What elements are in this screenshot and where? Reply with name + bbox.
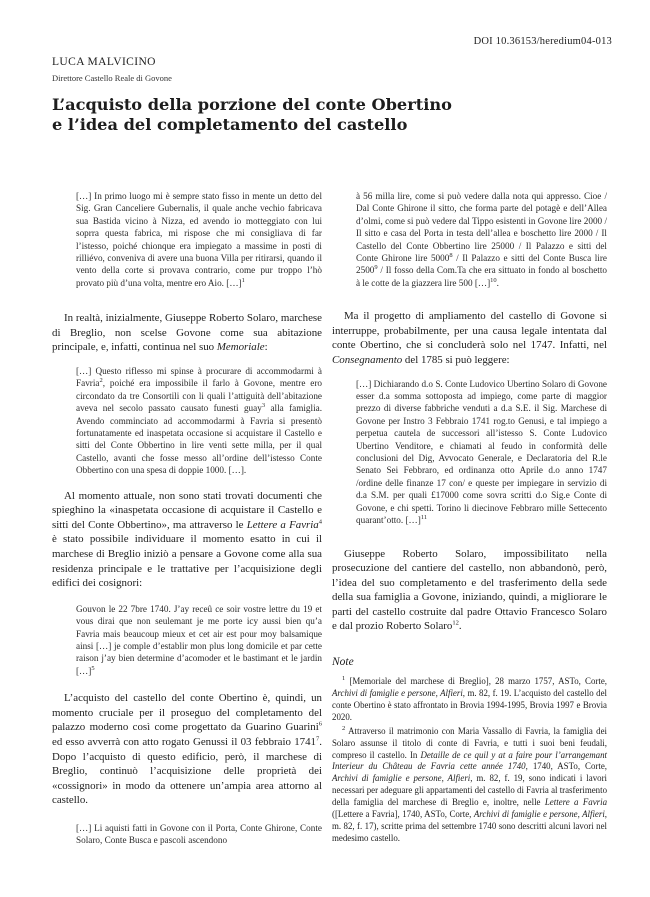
block-quote-6: […] Dichiarando d.o S. Conte Ludovico Ubertino Solaro di Govone esser d.a somma sottoposta ad impiego, come parte di maggior prezzo di diverse fabbriche venduti a d.a S.E. il Sig. Marchese di Govone per Instro 3 Febbraio 1741 rog.to Genusi, e tal impiego a perpetua cautela de successori all’istesso S. Conte Ludovico Ubertino Venditore, e chiamati al feudo in conformità delle conclusioni del Dig, Avvocato Generale, e Declaratoria del R.le Senato Sei Febbraro, ed ordinanza otto Aprile d.o anno 1747 /ordine delle finanze 17 con/ e queste per impiegare in servizio di d.a S.M. per quali £17000 come sovra scritti d.o Sig.e Conte di Govone, e chi spetti. Torino li diecinove Febbraro mille Settecento quarant’otto. […]$^{11}$	[356, 378, 607, 526]
author-name: LUCA MALVICINO	[52, 56, 156, 68]
block-quote-5: à 56 milla lire, come si può vedere dalla nota qui appresso. Cioe / Dal Conte Ghirone il sitto, che forma parte del potagè e dell’Allea d’olmi, come si può vedere dal Tippo esistenti in Govone lire 2000 / Il sitto e casa del Porta in testa dell’allea e boschetto lire 2000 / Il Castello del Conte Obbertino lire 25000 / Il Palazzo e sitti del Conte Ghirone lire 5000$^8$ / Il Palazzo e sitti del Conte Busca lire 2500$^9$ / Il fosso della Com.Ta che era sittuato in fondo al boschetto à le cotte de la giazzera lire 500 […]$^{10}$.	[356, 191, 607, 288]
paragraph-3: L’acquisto del castello del conte Obertino è, quindi, un momento cruciale per il proseguo del completamento del palazzo moderno così come progettato da Guarino Guarini$^6$ ed esso avverrà con atto rogato Genussi il 03 febbraio 1741$^7$. Dopo l’acquisto di questo edificio, però, il marchese di Breglio, continuò l’acquisizione delle proprietà dei «cossignori» in modo da ottenere un’ampia area attorno al castello.	[52, 692, 322, 807]
block-quote-1: […] In primo luogo mi è sempre stato fisso in mente un detto del Sig. Gran Canceliere Gubernalis, il quale anche vechio fabricava sua Bastida vicino à Nizza, ed avendo io motteggiato con lui soprra questa fabrica, mi rispose che mi consigliava di far l’istesso, poiché chionque era impiegato a massime in posti di rilliévo, conveniva di avere una buona Villa per ritirarsi, quando il vento della corte si provava contrario, come pur troppo l’hò provato più d’una volta, mentre ero Aio. […]$^1$	[76, 191, 322, 288]
paragraph-5: Giuseppe Roberto Solaro, impossibilitato nella prosecuzione del cantiere del castello, non abbandonò, però, l’idea del suo completamento e del trasferimento della sede della sua famiglia a Govone, iniziando, quindi, a migliorare le parti del castello costruite dal padre Ottavio Francesco Solaro e dal prozio Roberto Solaro$^{12}$.	[332, 547, 607, 633]
footnote-2: $^2$ Attraverso il matrimonio con Maria Vassallo di Favria, la famiglia dei Solaro assunse il titolo di conte di Favria, e tutti i suoi beni feudali, compreso il castello. In Detaille de ce quil y at a faire pour l’arrangemant Interieur du Château de Favria cette année 1740, 1740, ASTo, Corte, Archivi di famiglie e persone, Alfieri, m. 82, f. 19, sono indicati i lavori necessari per adeguare gli appartamenti del castello di Favria al trasferimento della famiglia del marchese di Breglio e, inoltre, nelle Lettere a Favria ([Lettere a Favria], 1740, ASTo, Corte, Archivi di famiglie e persone, Alfieri, m. 82, f. 17), scritte prima del settembre 1740 sono descritti alcuni lavori nel medesimo castello.	[332, 724, 608, 843]
paragraph-1: In realtà, inizialmente, Giuseppe Roberto Solaro, marchese di Breglio, non scelse Govone come sua abitazione principale, e, infatti, continua nel suo Memoriale:	[52, 312, 322, 354]
author-affiliation: Direttore Castello Reale di Govone	[52, 73, 172, 83]
block-quote-3: Gouvon le 22 7bre 1740. J’ay receû ce soir vostre lettre du 19 et vous dirai que non seulemant je me porte icy aussi bien qu’a Favria mais beaucoup mieux et cet air est pour moy balsamique ainsi […] je comple d’establir mon plus long domicile et par cette raison j’ay bien determine d’acomoder et le bastimant et le jardin […]$^5$	[76, 603, 322, 676]
right-column	[332, 190, 607, 845]
title-line-2: e l’idea del completamento del castello	[52, 115, 408, 134]
block-quote-4: […] Li aquisti fatti in Govone con il Porta, Conte Ghirone, Conte Solaro, Conte Busca e pascoli ascendono	[76, 823, 322, 846]
block-quote-2: […] Questo riflesso mi spinse à procurare di accommodarmi à Favria$^2$, poiché era impossibile il farlo à Govone, mentre ero circondato da tre Consortili con li quali l’attiguità dell’abitazione aveva nel secolo passato causato funesti guay$^3$ alla famiglia. Avendo comminciato ad accommodarmi à Favria si presentò fortunatamente ed inaspetata occasione si acquistare il Castello e sitti del Conte Obbertino in lire venti sette milla, per il qual Castello, avanti che fosse messo all’ordine dell’istesso Conte Obbertino con una spesa di doppie 1000. […].	[76, 366, 322, 476]
paragraph-4: Ma il progetto di ampliamento del castello di Govone si interruppe, probabilmente, per una causa legale intentata dal conte Obertino, che si concluderà solo nel 1747. Infatti, nel Consegnamento del 1785 si può leggere:	[332, 310, 607, 367]
article-title	[52, 95, 612, 135]
notes-heading: Note	[332, 656, 354, 669]
left-column	[52, 190, 322, 847]
footnote-1: $^1$ [Memoriale del marchese di Breglio], 28 marzo 1757, ASTo, Corte, Archivi di famiglie e persone, Alfieri, m. 82, f. 19. L’acquisto del castello del conte Obertino è stato affrontato in Brovia 1994-1995, Brovia 1997 e Brovia 2020.	[332, 675, 607, 722]
paragraph-2: Al momento attuale, non sono stati trovati documenti che spieghino la «inaspetata occasione di acquistare il Castello e sitti del Conte Obbertino», ma attraverso le Lettere a Favria$^4$ è stato possibile individuare il momento esatto in cui il marchese di Breglio iniziò a pensare a Govone come alla sua residenza principale e le trattative per l’acquisizione degli edifici dei cosignori:	[52, 489, 322, 590]
doi-label: DOI 10.36153/heredium04-013	[473, 36, 612, 47]
title-line-1: L’acquisto della porzione del conte Obertino	[52, 95, 452, 114]
